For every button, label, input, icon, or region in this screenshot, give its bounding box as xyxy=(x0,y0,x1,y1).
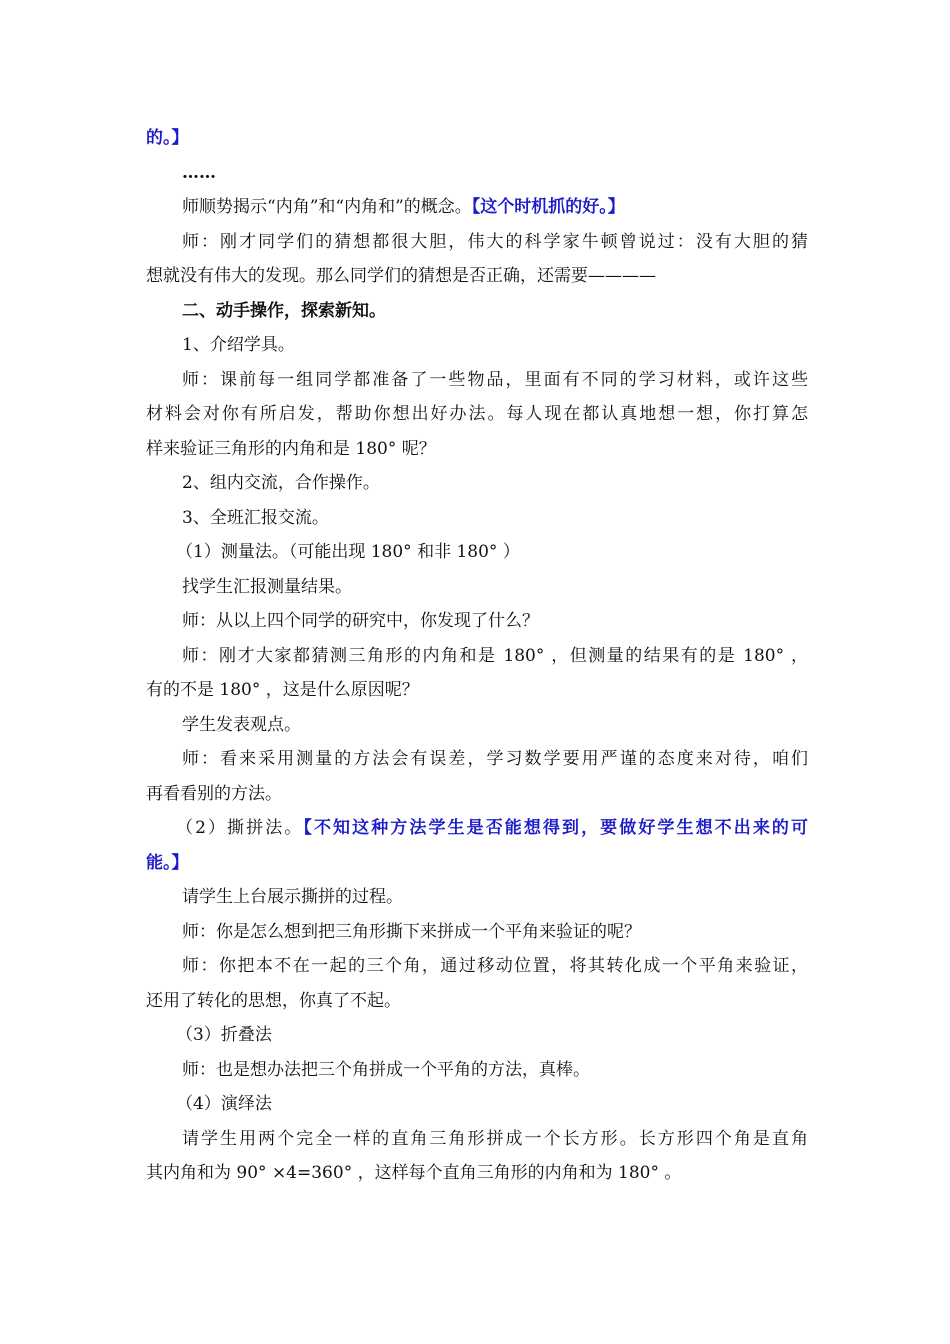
paragraph-line: 请学生用两个完全一样的直角三角形拼成一个长方形。长方形四个角是直角 xyxy=(182,1128,808,1149)
paragraph-line: 1、介绍学具。 xyxy=(182,335,295,355)
paragraph-line: 师：从以上四个同学的研究中，你发现了什么？ xyxy=(182,611,539,631)
paragraph-line: 2、组内交流，合作操作。 xyxy=(182,473,380,493)
paragraph-line: 师：刚才同学们的猜想都很大胆，伟大的科学家牛顿曾说过：没有大胆的猜 xyxy=(182,231,808,252)
paragraph-line: 师：你是怎么想到把三角形撕下来拼成一个平角来验证的呢？ xyxy=(182,921,641,942)
ellipsis-line: …… xyxy=(182,162,216,183)
paragraph-line: 师：刚才大家都猜测三角形的内角和是 180° ，但测量的结果有的是 180° ， xyxy=(182,645,808,666)
paragraph-line: 3、全班汇报交流。 xyxy=(182,507,329,528)
paragraph-line: 请学生上台展示撕拼的过程。 xyxy=(182,887,403,907)
paragraph-line: 师：课前每一组同学都准备了一些物品，里面有不同的学习材料，或许这些 xyxy=(182,369,808,390)
comment-line: 的。】 xyxy=(146,128,189,148)
document-page xyxy=(146,121,808,1191)
section-heading: 二、动手操作，探索新知。 xyxy=(182,300,386,321)
paragraph-line: 师：也是想办法把三个角拼成一个平角的方法，真棒。 xyxy=(182,1059,590,1080)
paragraph-line: 找学生汇报测量结果。 xyxy=(182,576,352,597)
body-text: 师顺势揭示“内角”和“内角和”的概念。 xyxy=(182,197,472,217)
paragraph-line: 还用了转化的思想，你真了不起。 xyxy=(146,990,401,1011)
paragraph-line: 其内角和为 90° ×4=360° ，这样每个直角三角形的内角和为 180° 。 xyxy=(146,1163,682,1183)
paragraph-line xyxy=(146,190,808,225)
comment-line: 能。】 xyxy=(146,852,189,873)
paragraph-line: （4）演绎法 xyxy=(176,1094,272,1114)
paragraph-line: 想就没有伟大的发现。那么同学们的猜想是否正确，还需要———— xyxy=(146,266,656,286)
paragraph-line: 学生发表观点。 xyxy=(182,714,301,735)
paragraph-line: （1）测量法。（可能出现 180° 和非 180° ） xyxy=(176,542,520,562)
comment-text: 【不知这种方法学生是否能想得到，要做好学生想不出来的可 xyxy=(303,818,808,838)
paragraph-line: 师：看来采用测量的方法会有误差，学习数学要用严谨的态度来对待，咱们 xyxy=(182,749,808,769)
paragraph-line: （3）折叠法 xyxy=(176,1025,272,1045)
paragraph-line: 样来验证三角形的内角和是 180° 呢？ xyxy=(146,438,436,459)
paragraph-line: 材料会对你有所启发，帮助你想出好办法。每人现在都认真地想一想，你打算怎 xyxy=(146,404,808,424)
paragraph-line: 师：你把本不在一起的三个角，通过移动位置，将其转化成一个平角来验证， xyxy=(182,956,808,976)
comment-text: 【这个时机抓的好。】 xyxy=(471,197,625,217)
paragraph-line: 再看看别的方法。 xyxy=(146,783,282,804)
paragraph-line: 有的不是 180° ，这是什么原因呢？ xyxy=(146,680,419,700)
paragraph-line xyxy=(146,811,808,846)
body-text: （2）撕拼法。 xyxy=(176,818,304,838)
